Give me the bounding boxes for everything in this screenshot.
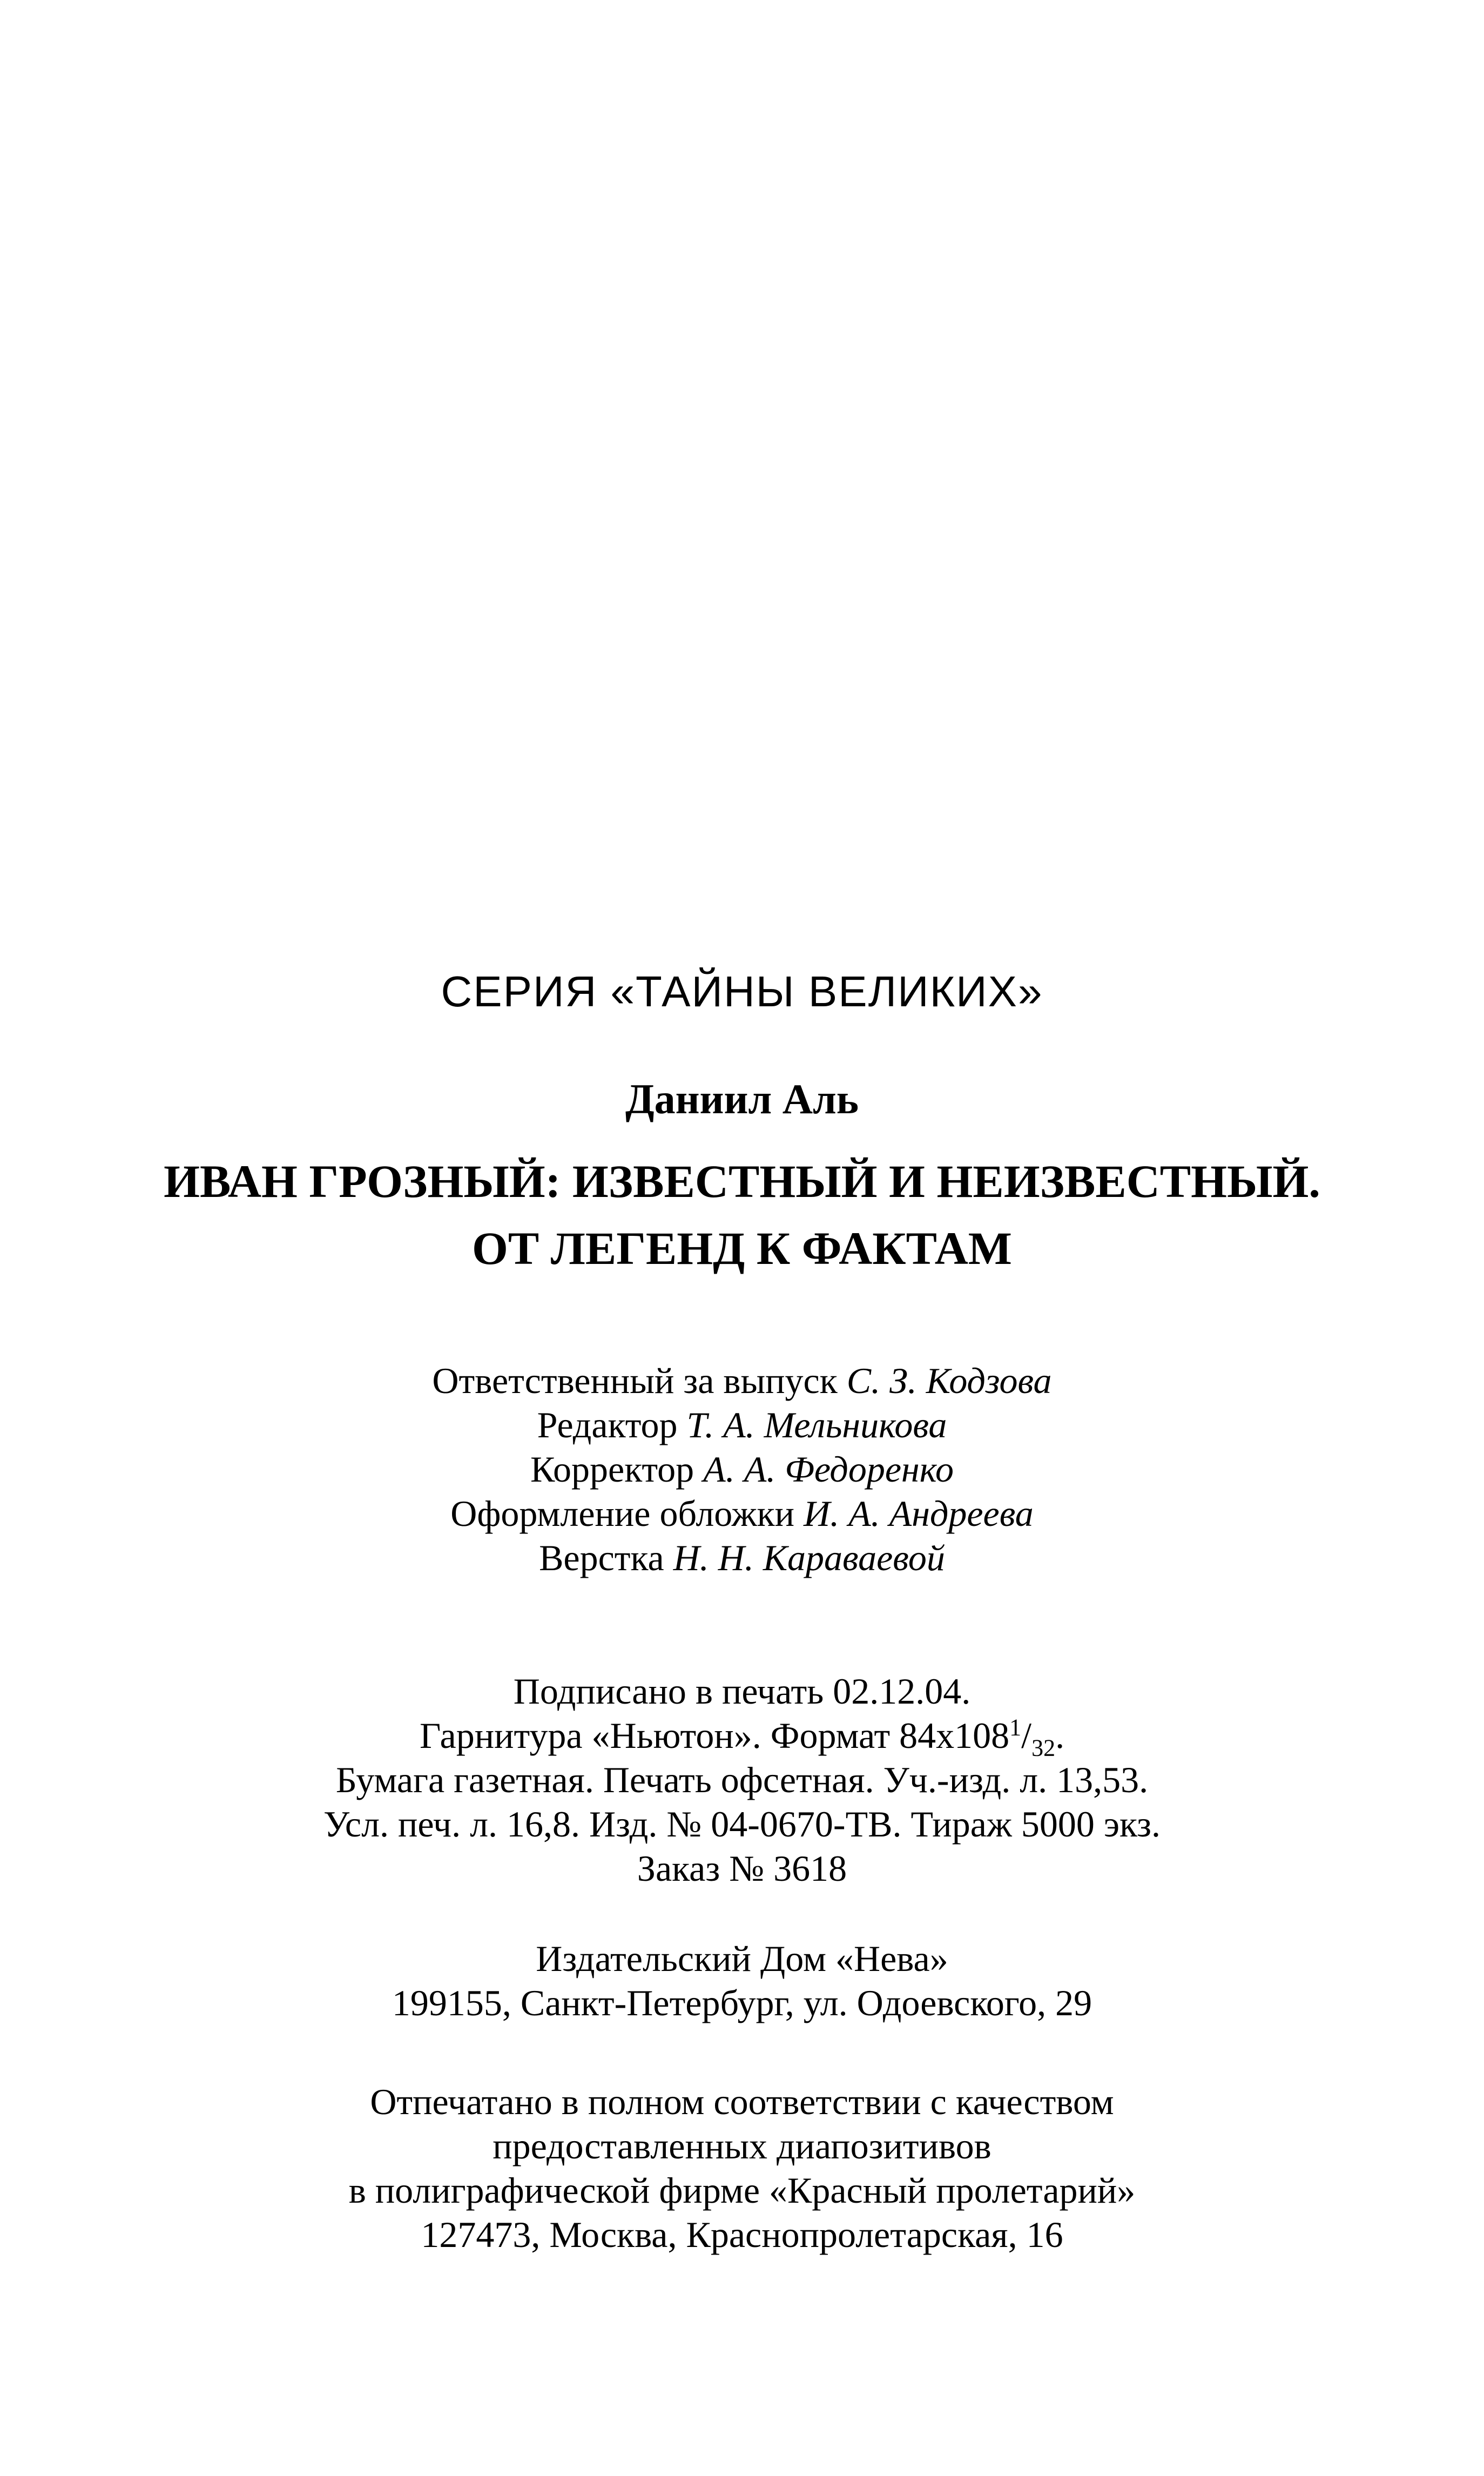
credit-role: Верстка (539, 1537, 664, 1578)
credit-editor (0, 1403, 1484, 1447)
publisher-name: Издательский Дом «Нева» (536, 1938, 948, 1979)
format-end: . (1055, 1715, 1065, 1756)
imprint-format: Гарнитура «Ньютон». Формат $84x108^1/_{32}$. (419, 1714, 1065, 1761)
credit-role: Оформление обложки (450, 1493, 795, 1534)
credit-role: Корректор (530, 1449, 694, 1490)
credits (0, 1358, 1484, 1580)
imprint-signed: Подписано в печать 02.12.04. (513, 1671, 971, 1712)
credit-proofreader (0, 1447, 1484, 1491)
printer-line-1: Отпечатано в полном соответствии с качеством (370, 2081, 1114, 2122)
book-title (0, 1148, 1484, 1282)
publisher-address: 199155, Санкт-Петербург, ул. Одоевского, 29 (392, 1982, 1092, 2023)
credit-role: Ответственный за выпуск (432, 1360, 838, 1401)
credit-responsible (0, 1358, 1484, 1403)
imprint-paper: Бумага газетная. Печать офсетная. Уч.-изд. л. 13,53. (335, 1759, 1149, 1800)
series-title: СЕРИЯ «ТАЙНЫ ВЕЛИКИХ» (441, 967, 1043, 1015)
credit-layout (0, 1536, 1484, 1580)
credit-person: С. З. Кодзова (846, 1360, 1052, 1401)
credit-person: И. А. Андреева (804, 1493, 1034, 1534)
printer-line-3: в полиграфической фирме «Красный пролетарий» (348, 2170, 1136, 2211)
author-name: Даниил Аль (625, 1075, 859, 1122)
format-sub: 32 (1031, 1734, 1056, 1761)
credit-person: Т. А. Мельникова (686, 1404, 947, 1445)
book-title-line-1: ИВАН ГРОЗНЫЙ: ИЗВЕСТНЫЙ И НЕИЗВЕСТНЫЙ. (164, 1155, 1320, 1207)
imprint (0, 1669, 1484, 1890)
printer-line-2: предоставленных диапозитивов (493, 2125, 991, 2166)
credit-role: Редактор (537, 1404, 678, 1445)
credit-person: Н. Н. Караваевой (673, 1537, 945, 1578)
format-sup: 1 (1009, 1714, 1022, 1741)
imprint-order: Заказ № 3618 (637, 1848, 847, 1889)
imprint-sheets: Усл. печ. л. 16,8. Изд. № 04-0670-ТВ. Тираж 5000 экз. (323, 1804, 1161, 1845)
credit-cover-design (0, 1491, 1484, 1536)
printer-line-4: 127473, Москва, Краснопролетарская, 16 (421, 2214, 1063, 2255)
book-title-line-2: ОТ ЛЕГЕНД К ФАКТАМ (472, 1222, 1012, 1274)
credit-person: А. А. Федоренко (703, 1449, 954, 1490)
printer-info (0, 2080, 1484, 2257)
imprint-format-text: Гарнитура «Ньютон». Формат 84x108 (419, 1715, 1010, 1756)
publisher (0, 1936, 1484, 2025)
